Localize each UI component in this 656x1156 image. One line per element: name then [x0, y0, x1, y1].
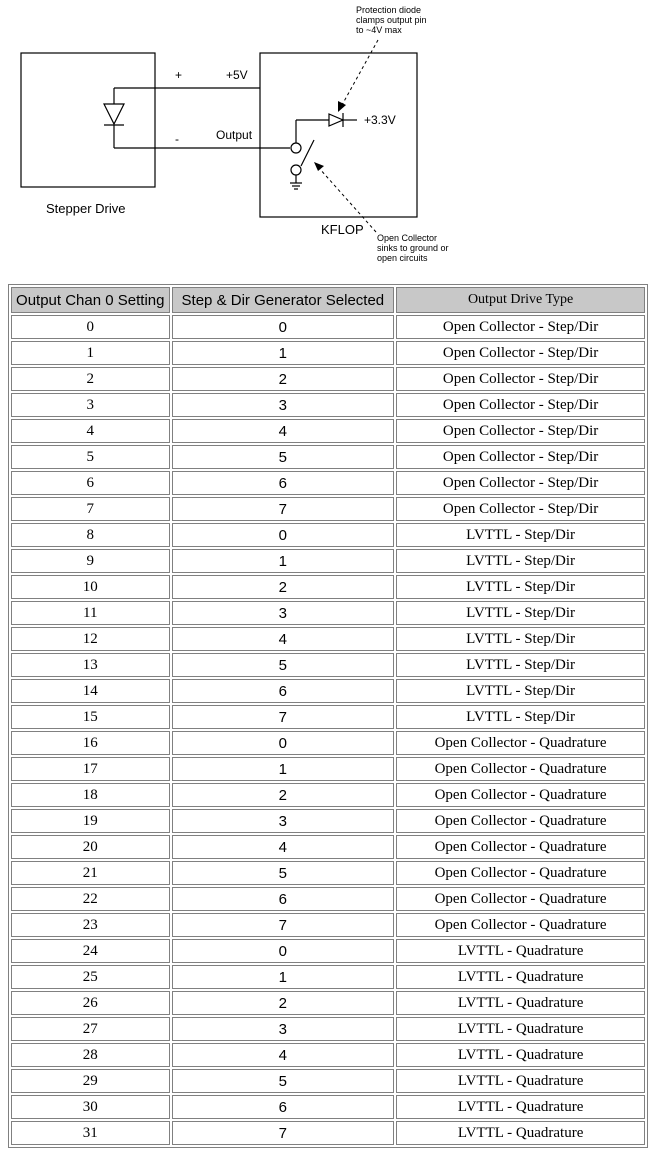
cell-generator: 3 [172, 809, 395, 833]
cell-output-setting: 14 [11, 679, 170, 703]
table-row [11, 1017, 645, 1041]
kflop-label: KFLOP [321, 222, 364, 237]
cell-drive-type: Open Collector - Quadrature [396, 913, 645, 937]
cell-generator: 1 [172, 965, 395, 989]
cell-drive-type: LVTTL - Quadrature [396, 1043, 645, 1067]
svg-text:clamps output pin: clamps output pin [356, 15, 427, 25]
cell-output-setting: 25 [11, 965, 170, 989]
table-row [11, 731, 645, 755]
cell-drive-type: Open Collector - Quadrature [396, 887, 645, 911]
table-row [11, 1095, 645, 1119]
table-row [11, 601, 645, 625]
cell-output-setting: 7 [11, 497, 170, 521]
table-row [11, 445, 645, 469]
cell-generator: 0 [172, 523, 395, 547]
table-row [11, 549, 645, 573]
cell-output-setting: 11 [11, 601, 170, 625]
cell-drive-type: LVTTL - Step/Dir [396, 575, 645, 599]
cell-drive-type: LVTTL - Step/Dir [396, 679, 645, 703]
cell-drive-type: Open Collector - Step/Dir [396, 367, 645, 391]
svg-text:sinks to ground or: sinks to ground or [377, 243, 449, 253]
cell-generator: 5 [172, 653, 395, 677]
table-row [11, 471, 645, 495]
cell-generator: 3 [172, 601, 395, 625]
table-row [11, 965, 645, 989]
cell-output-setting: 13 [11, 653, 170, 677]
cell-output-setting: 5 [11, 445, 170, 469]
table-row [11, 705, 645, 729]
cell-drive-type: Open Collector - Step/Dir [396, 497, 645, 521]
svg-text:open circuits: open circuits [377, 253, 428, 263]
cell-generator: 7 [172, 913, 395, 937]
cell-output-setting: 4 [11, 419, 170, 443]
cell-drive-type: LVTTL - Step/Dir [396, 549, 645, 573]
cell-output-setting: 30 [11, 1095, 170, 1119]
stepper-drive-box [21, 53, 155, 187]
cell-generator: 4 [172, 835, 395, 859]
cell-drive-type: LVTTL - Quadrature [396, 939, 645, 963]
cell-drive-type: LVTTL - Step/Dir [396, 705, 645, 729]
cell-output-setting: 29 [11, 1069, 170, 1093]
open-collector-note [377, 233, 449, 263]
table-row [11, 913, 645, 937]
cell-output-setting: 28 [11, 1043, 170, 1067]
table-row [11, 939, 645, 963]
cell-generator: 1 [172, 549, 395, 573]
table-row [11, 367, 645, 391]
cell-generator: 7 [172, 1121, 395, 1145]
cell-generator: 1 [172, 341, 395, 365]
cell-drive-type: Open Collector - Step/Dir [396, 445, 645, 469]
cell-drive-type: LVTTL - Quadrature [396, 991, 645, 1015]
cell-output-setting: 10 [11, 575, 170, 599]
cell-generator: 5 [172, 861, 395, 885]
cell-generator: 2 [172, 783, 395, 807]
cell-output-setting: 2 [11, 367, 170, 391]
cell-generator: 6 [172, 1095, 395, 1119]
cell-drive-type: Open Collector - Quadrature [396, 731, 645, 755]
table-row [11, 1069, 645, 1093]
cell-generator: 2 [172, 575, 395, 599]
cell-generator: 6 [172, 887, 395, 911]
wiring-diagram [0, 0, 656, 282]
cell-drive-type: LVTTL - Quadrature [396, 1121, 645, 1145]
cell-generator: 1 [172, 757, 395, 781]
cell-drive-type: Open Collector - Quadrature [396, 809, 645, 833]
cell-drive-type: LVTTL - Step/Dir [396, 653, 645, 677]
cell-generator: 7 [172, 497, 395, 521]
cell-drive-type: Open Collector - Step/Dir [396, 471, 645, 495]
table-row [11, 419, 645, 443]
table-row [11, 679, 645, 703]
cell-output-setting: 24 [11, 939, 170, 963]
cell-drive-type: Open Collector - Quadrature [396, 835, 645, 859]
cell-output-setting: 0 [11, 315, 170, 339]
header-row [11, 287, 645, 313]
kflop-box [260, 53, 417, 217]
cell-output-setting: 22 [11, 887, 170, 911]
table-row [11, 1121, 645, 1145]
cell-generator: 4 [172, 419, 395, 443]
cell-drive-type: LVTTL - Step/Dir [396, 627, 645, 651]
led-diode-icon [104, 88, 124, 148]
cell-drive-type: LVTTL - Quadrature [396, 1095, 645, 1119]
cell-drive-type: Open Collector - Step/Dir [396, 315, 645, 339]
cell-output-setting: 3 [11, 393, 170, 417]
cell-output-setting: 16 [11, 731, 170, 755]
header-drive-type: Output Drive Type [396, 287, 645, 313]
cell-output-setting: 20 [11, 835, 170, 859]
table-row [11, 809, 645, 833]
stepper-drive-label: Stepper Drive [46, 201, 126, 216]
cell-generator: 6 [172, 471, 395, 495]
cell-generator: 3 [172, 393, 395, 417]
plus33v-label: +3.3V [364, 113, 396, 127]
protection-arrow [338, 40, 378, 112]
cell-generator: 4 [172, 1043, 395, 1067]
cell-drive-type: LVTTL - Quadrature [396, 1017, 645, 1041]
cell-generator: 0 [172, 731, 395, 755]
cell-drive-type: Open Collector - Step/Dir [396, 419, 645, 443]
cell-generator: 6 [172, 679, 395, 703]
table-row [11, 835, 645, 859]
table-body [11, 315, 645, 1145]
cell-generator: 2 [172, 991, 395, 1015]
table-row [11, 575, 645, 599]
table-row [11, 783, 645, 807]
protection-note [356, 5, 427, 35]
cell-generator: 5 [172, 1069, 395, 1093]
table-row [11, 315, 645, 339]
table-row [11, 991, 645, 1015]
cell-output-setting: 23 [11, 913, 170, 937]
cell-generator: 5 [172, 445, 395, 469]
table-row [11, 653, 645, 677]
table-row [11, 341, 645, 365]
cell-output-setting: 15 [11, 705, 170, 729]
cell-generator: 2 [172, 367, 395, 391]
cell-drive-type: Open Collector - Quadrature [396, 783, 645, 807]
table-row [11, 393, 645, 417]
svg-text:Open Collector: Open Collector [377, 233, 438, 243]
plus-sign: + [175, 68, 183, 82]
cell-output-setting: 8 [11, 523, 170, 547]
cell-drive-type: LVTTL - Quadrature [396, 965, 645, 989]
cell-drive-type: Open Collector - Quadrature [396, 861, 645, 885]
cell-output-setting: 17 [11, 757, 170, 781]
cell-generator: 7 [172, 705, 395, 729]
cell-output-setting: 1 [11, 341, 170, 365]
table-row [11, 627, 645, 651]
header-generator: Step & Dir Generator Selected [172, 287, 395, 313]
svg-text:to ~4V max: to ~4V max [356, 25, 402, 35]
cell-drive-type: LVTTL - Quadrature [396, 1069, 645, 1093]
cell-generator: 4 [172, 627, 395, 651]
table-row [11, 887, 645, 911]
cell-generator: 0 [172, 315, 395, 339]
cell-drive-type: Open Collector - Step/Dir [396, 341, 645, 365]
cell-drive-type: LVTTL - Step/Dir [396, 601, 645, 625]
cell-output-setting: 27 [11, 1017, 170, 1041]
cell-output-setting: 12 [11, 627, 170, 651]
table-row [11, 1043, 645, 1067]
header-output-chan: Output Chan 0 Setting [11, 287, 170, 313]
cell-output-setting: 9 [11, 549, 170, 573]
cell-drive-type: Open Collector - Step/Dir [396, 393, 645, 417]
table-row [11, 523, 645, 547]
cell-generator: 3 [172, 1017, 395, 1041]
minus-sign: - [175, 132, 179, 146]
cell-output-setting: 31 [11, 1121, 170, 1145]
plus5v-label: +5V [226, 68, 248, 82]
cell-output-setting: 19 [11, 809, 170, 833]
table-row [11, 861, 645, 885]
cell-generator: 0 [172, 939, 395, 963]
table-row [11, 497, 645, 521]
output-label: Output [216, 128, 253, 142]
cell-output-setting: 26 [11, 991, 170, 1015]
cell-output-setting: 6 [11, 471, 170, 495]
cell-output-setting: 18 [11, 783, 170, 807]
svg-text:Protection diode: Protection diode [356, 5, 422, 15]
protection-diode-icon [329, 113, 357, 127]
ground-icon [290, 183, 302, 189]
cell-drive-type: LVTTL - Step/Dir [396, 523, 645, 547]
cell-output-setting: 21 [11, 861, 170, 885]
output-settings-table [8, 284, 648, 1148]
cell-drive-type: Open Collector - Quadrature [396, 757, 645, 781]
table-row [11, 757, 645, 781]
